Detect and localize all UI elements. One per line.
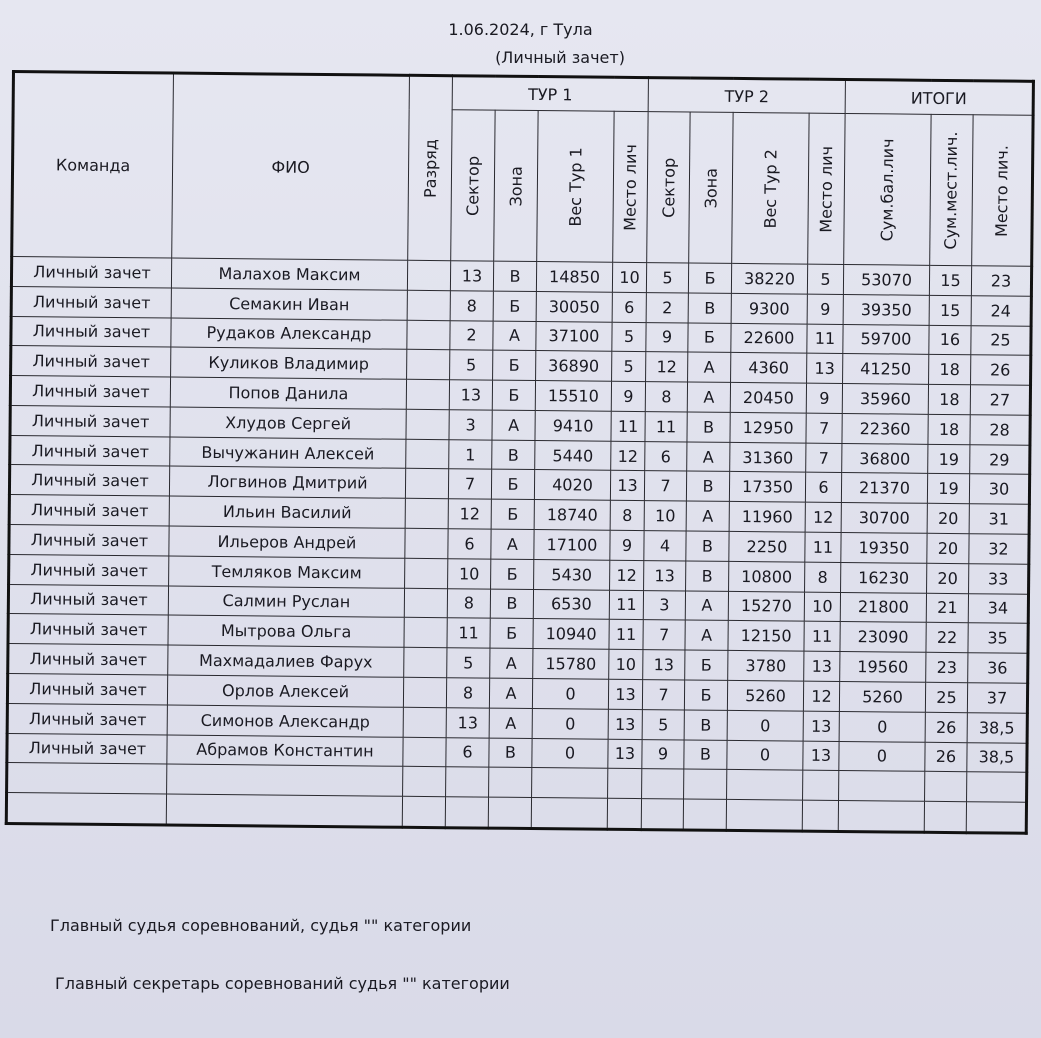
blank-cell [726, 799, 802, 831]
cell-sum-places: 23 [926, 652, 968, 682]
cell-t1-zone: А [493, 321, 536, 351]
cell-sum-points: 0 [839, 711, 925, 742]
cell-sum-points: 5260 [839, 681, 925, 712]
cell-t2-sector: 7 [644, 471, 686, 501]
cell-team: Личный зачет [9, 495, 169, 526]
cell-t1-zone: Б [493, 291, 536, 321]
cell-sum-points: 19350 [841, 533, 927, 564]
cell-t2-zone: Б [685, 650, 728, 680]
cell-t2-sector: 10 [644, 501, 686, 531]
cell-t2-place: 13 [803, 741, 839, 771]
cell-sum-points: 21800 [840, 592, 926, 623]
cell-final-place: 33 [969, 564, 1029, 594]
cell-final-place: 30 [969, 474, 1029, 504]
cell-sum-places: 15 [929, 295, 971, 325]
cell-t1-sector: 8 [446, 678, 489, 708]
cell-t2-zone: Б [684, 680, 727, 710]
cell-t1-weight: 0 [532, 708, 608, 739]
results-table [5, 70, 1035, 835]
col-t1-sector-header: Сектор [451, 110, 495, 261]
col-t1-zone-header: Зона [494, 110, 538, 261]
cell-t2-zone: В [684, 739, 727, 769]
cell-t1-sector: 11 [447, 618, 490, 648]
cell-rank [406, 439, 449, 469]
cell-t2-weight: 0 [727, 710, 803, 741]
cell-team: Личный зачет [7, 733, 167, 764]
cell-t1-zone: Б [491, 470, 534, 500]
cell-t1-weight: 0 [532, 678, 608, 709]
cell-final-place: 23 [971, 266, 1031, 296]
cell-t2-place: 13 [803, 711, 839, 741]
cell-t1-place: 11 [609, 620, 643, 650]
cell-team: Личный зачет [11, 257, 171, 288]
blank-cell [925, 772, 967, 802]
cell-t2-zone: Б [688, 263, 731, 293]
cell-t1-sector: 10 [448, 559, 491, 589]
cell-final-place: 29 [970, 444, 1030, 474]
cell-t2-sector: 7 [643, 620, 685, 650]
cell-rank [405, 558, 448, 588]
cell-rank [406, 379, 449, 409]
cell-t1-zone: В [493, 261, 536, 291]
cell-t2-zone: Б [688, 323, 731, 353]
cell-team: Личный зачет [11, 346, 171, 377]
cell-t2-weight: 0 [727, 740, 803, 771]
cell-t2-sector: 11 [645, 412, 687, 442]
cell-sum-points: 16230 [841, 562, 927, 593]
cell-sum-points: 30700 [841, 503, 927, 534]
blank-cell [683, 799, 726, 830]
cell-t1-weight: 18740 [534, 500, 610, 531]
col-sum-points-header: Сум.бал.лич [844, 113, 931, 265]
cell-t2-sector: 7 [642, 680, 684, 710]
cell-t2-weight: 22600 [731, 323, 807, 354]
cell-t2-zone: А [688, 352, 731, 382]
cell-t1-place: 13 [610, 471, 644, 501]
cell-t1-zone: Б [492, 380, 535, 410]
cell-t2-place: 13 [807, 353, 843, 383]
cell-t2-sector: 3 [643, 590, 685, 620]
cell-sum-points: 23090 [840, 622, 926, 653]
cell-t2-weight: 12950 [730, 412, 806, 443]
cell-sum-places: 20 [927, 504, 969, 534]
blank-cell [966, 802, 1026, 834]
cell-t1-sector: 8 [447, 588, 490, 618]
cell-t1-sector: 12 [448, 499, 491, 529]
cell-t1-weight: 17100 [534, 530, 610, 561]
cell-t1-sector: 13 [450, 261, 493, 291]
col-t1-weight-header: Вес Тур 1 [537, 111, 614, 263]
cell-t2-weight: 4360 [731, 353, 807, 384]
cell-rank [407, 320, 450, 350]
cell-t2-place: 5 [807, 264, 843, 294]
cell-rank [403, 737, 446, 767]
cell-rank [405, 528, 448, 558]
blank-cell [489, 767, 532, 797]
cell-t2-place: 9 [807, 294, 843, 324]
cell-final-place: 38,5 [967, 712, 1027, 742]
cell-t2-zone: А [685, 591, 728, 621]
blank-cell [166, 794, 402, 827]
cell-sum-places: 19 [928, 444, 970, 474]
cell-t1-sector: 5 [447, 648, 490, 678]
cell-t2-sector: 9 [646, 322, 688, 352]
cell-t1-weight: 5440 [535, 440, 611, 471]
cell-sum-places: 22 [926, 623, 968, 653]
cell-t1-place: 5 [612, 352, 646, 382]
col-t2-zone-header: Зона [689, 112, 733, 263]
blank-cell [608, 769, 642, 799]
blank-cell [446, 767, 489, 797]
blank-cell [967, 772, 1027, 802]
col-fio-header: ФИО [172, 73, 410, 260]
blank-cell [803, 770, 839, 800]
cell-t1-zone: А [489, 708, 532, 738]
cell-t2-place: 7 [806, 413, 842, 443]
cell-t1-place: 13 [608, 679, 642, 709]
cell-t2-weight: 17350 [729, 472, 805, 503]
cell-t2-weight: 15270 [728, 591, 804, 622]
cell-sum-places: 25 [925, 682, 967, 712]
cell-rank [404, 588, 447, 618]
cell-t1-sector: 7 [448, 469, 491, 499]
cell-t1-place: 12 [611, 441, 645, 471]
totals-group-header: ИТОГИ [845, 80, 1033, 116]
cell-sum-places: 26 [925, 712, 967, 742]
cell-t1-zone: А [491, 529, 534, 559]
cell-sum-places: 15 [929, 265, 971, 295]
cell-t1-weight: 30050 [536, 291, 612, 322]
cell-t2-sector: 13 [643, 650, 685, 680]
cell-t1-sector: 2 [450, 320, 493, 350]
cell-team: Личный зачет [8, 614, 168, 645]
cell-t2-zone: В [686, 561, 729, 591]
blank-cell [488, 797, 531, 828]
cell-sum-points: 21370 [841, 473, 927, 504]
cell-fio: Абрамов Константин [167, 735, 403, 767]
blank-cell [924, 801, 966, 832]
results-body [6, 257, 1031, 834]
cell-team: Личный зачет [10, 435, 170, 466]
cell-t2-place: 10 [804, 592, 840, 622]
cell-team: Личный зачет [8, 584, 168, 615]
cell-t1-weight: 9410 [535, 410, 611, 441]
cell-fio: Симонов Александр [167, 705, 403, 737]
cell-fio: Махмадалиев Фарух [168, 645, 404, 677]
cell-sum-places: 20 [927, 563, 969, 593]
cell-fio: Орлов Алексей [167, 675, 403, 707]
cell-rank [407, 260, 450, 290]
cell-team: Личный зачет [10, 376, 170, 407]
blank-cell [532, 768, 608, 799]
cell-t1-zone: В [489, 738, 532, 768]
cell-rank [404, 647, 447, 677]
chief-judge-line: Главный судья соревнований, судья "" категории [50, 916, 472, 935]
cell-sum-points: 41250 [843, 354, 929, 385]
cell-t1-place: 10 [612, 262, 646, 292]
cell-t1-zone: В [492, 440, 535, 470]
cell-t1-zone: Б [491, 559, 534, 589]
cell-t2-zone: В [686, 471, 729, 501]
cell-sum-points: 53070 [843, 264, 929, 295]
cell-sum-places: 19 [927, 474, 969, 504]
cell-t1-weight: 6530 [533, 589, 609, 620]
cell-final-place: 36 [968, 653, 1028, 683]
cell-fio: Хлудов Сергей [170, 407, 406, 439]
cell-sum-points: 35960 [842, 384, 928, 415]
cell-t2-zone: В [688, 293, 731, 323]
cell-team: Личный зачет [11, 316, 171, 347]
cell-t1-weight: 4020 [534, 470, 610, 501]
cell-t2-place: 11 [804, 622, 840, 652]
cell-t2-weight: 9300 [731, 293, 807, 324]
cell-sum-places: 21 [926, 593, 968, 623]
cell-fio: Салмин Руслан [168, 586, 404, 618]
cell-fio: Рудаков Александр [171, 318, 407, 350]
cell-t2-sector: 9 [642, 739, 684, 769]
blank-cell [403, 767, 446, 797]
cell-final-place: 25 [971, 325, 1031, 355]
cell-t2-zone: А [685, 620, 728, 650]
cell-t2-sector: 4 [644, 531, 686, 561]
cell-t1-weight: 10940 [533, 619, 609, 650]
cell-t1-sector: 3 [449, 410, 492, 440]
cell-t1-place: 13 [608, 739, 642, 769]
cell-fio: Мытрова Ольга [168, 615, 404, 647]
cell-t2-weight: 12150 [728, 621, 804, 652]
cell-t2-sector: 2 [646, 292, 688, 322]
blank-cell [684, 769, 727, 799]
cell-t2-weight: 31360 [730, 442, 806, 473]
cell-t2-place: 7 [806, 443, 842, 473]
cell-rank [403, 707, 446, 737]
cell-t1-zone: Б [490, 618, 533, 648]
col-t2-weight-header: Вес Тур 2 [732, 112, 809, 264]
col-t2-sector-header: Сектор [647, 112, 690, 263]
col-final-place-header: Место лич. [972, 115, 1033, 267]
cell-t2-sector: 5 [642, 709, 684, 739]
cell-t1-weight: 36890 [536, 351, 612, 382]
cell-sum-points: 22360 [842, 413, 928, 444]
cell-rank [405, 499, 448, 529]
cell-team: Личный зачет [11, 286, 171, 317]
cell-sum-places: 18 [928, 384, 970, 414]
cell-t2-place: 9 [806, 383, 842, 413]
cell-t2-place: 6 [805, 473, 841, 503]
cell-t2-place: 12 [805, 502, 841, 532]
cell-t1-zone: Б [493, 350, 536, 380]
cell-final-place: 31 [969, 504, 1029, 534]
cell-final-place: 26 [971, 355, 1031, 385]
cell-t1-place: 9 [610, 530, 644, 560]
cell-final-place: 24 [971, 296, 1031, 326]
cell-t2-place: 13 [804, 651, 840, 681]
cell-t1-weight: 0 [532, 738, 608, 769]
cell-fio: Ильеров Андрей [169, 526, 405, 558]
cell-team: Личный зачет [8, 644, 168, 675]
cell-t1-place: 8 [610, 501, 644, 531]
cell-t1-zone: А [489, 678, 532, 708]
chief-secretary-line: Главный секретарь соревнований судья "" категории [55, 974, 510, 993]
tour2-group-header: ТУР 2 [648, 78, 845, 114]
blank-cell [445, 797, 488, 828]
cell-sum-points: 59700 [843, 324, 929, 355]
cell-t1-place: 13 [608, 709, 642, 739]
cell-final-place: 34 [968, 593, 1028, 623]
cell-t1-place: 11 [609, 590, 643, 620]
cell-t2-sector: 12 [646, 352, 688, 382]
cell-team: Личный зачет [9, 554, 169, 585]
cell-sum-points: 39350 [843, 294, 929, 325]
cell-t2-place: 8 [805, 562, 841, 592]
cell-final-place: 37 [967, 683, 1027, 713]
cell-t1-sector: 6 [446, 737, 489, 767]
cell-t2-sector: 8 [645, 382, 687, 412]
cell-t2-weight: 5260 [727, 680, 803, 711]
cell-sum-points: 0 [839, 741, 925, 772]
cell-t2-place: 11 [805, 532, 841, 562]
cell-team: Личный зачет [9, 465, 169, 496]
cell-t1-place: 12 [610, 560, 644, 590]
cell-sum-places: 18 [928, 414, 970, 444]
cell-t2-zone: А [687, 382, 730, 412]
cell-t2-weight: 20450 [730, 383, 806, 414]
cell-t2-weight: 11960 [729, 502, 805, 533]
cell-t1-place: 10 [609, 649, 643, 679]
cell-fio: Вычужанин Алексей [170, 437, 406, 469]
cell-sum-points: 19560 [840, 652, 926, 683]
cell-t1-zone: А [492, 410, 535, 440]
blank-cell [531, 798, 607, 830]
cell-t1-weight: 15510 [535, 381, 611, 412]
blank-cell [641, 799, 683, 830]
cell-t2-zone: В [684, 710, 727, 740]
cell-t1-sector: 6 [448, 529, 491, 559]
blank-cell [7, 763, 167, 794]
cell-t1-weight: 5430 [534, 559, 610, 590]
cell-t1-weight: 37100 [536, 321, 612, 352]
header-subtitle: (Личный зачет) [495, 48, 625, 67]
cell-t1-place: 9 [611, 381, 645, 411]
cell-rank [404, 618, 447, 648]
cell-fio: Попов Данила [170, 377, 406, 409]
blank-cell [839, 771, 925, 802]
cell-t1-sector: 5 [450, 350, 493, 380]
cell-final-place: 28 [970, 415, 1030, 445]
col-t1-place-header: Место лич [613, 111, 648, 262]
header-date-place: 1.06.2024, г Тула [448, 20, 593, 39]
cell-fio: Ильин Василий [169, 496, 405, 528]
col-team-header: Команда [12, 72, 174, 259]
cell-t2-weight: 2250 [729, 531, 805, 562]
col-sum-places-header: Сум.мест.лич. [930, 114, 973, 265]
cell-t1-zone: Б [491, 499, 534, 529]
cell-t1-place: 5 [612, 322, 646, 352]
blank-cell [6, 793, 166, 825]
cell-final-place: 27 [970, 385, 1030, 415]
cell-fio: Семакин Иван [171, 288, 407, 320]
cell-t2-zone: А [687, 442, 730, 472]
cell-t2-weight: 3780 [728, 651, 804, 682]
cell-team: Личный зачет [9, 525, 169, 556]
cell-final-place: 32 [969, 534, 1029, 564]
cell-sum-places: 16 [929, 325, 971, 355]
cell-rank [407, 290, 450, 320]
cell-sum-points: 36800 [842, 443, 928, 474]
cell-rank [405, 469, 448, 499]
cell-t2-sector: 5 [646, 263, 688, 293]
blank-cell [607, 798, 641, 829]
cell-team: Личный зачет [7, 673, 167, 704]
cell-t1-zone: А [490, 648, 533, 678]
cell-final-place: 35 [968, 623, 1028, 653]
cell-team: Личный зачет [10, 405, 170, 436]
blank-cell [727, 770, 803, 801]
cell-t2-place: 11 [807, 324, 843, 354]
cell-sum-places: 18 [929, 355, 971, 385]
cell-t2-sector: 13 [644, 560, 686, 590]
cell-rank [407, 350, 450, 380]
cell-t1-zone: В [490, 589, 533, 619]
cell-rank [403, 677, 446, 707]
cell-t2-zone: А [686, 501, 729, 531]
cell-t1-sector: 13 [446, 707, 489, 737]
cell-sum-places: 20 [927, 533, 969, 563]
cell-t2-sector: 6 [645, 441, 687, 471]
cell-final-place: 38,5 [967, 742, 1027, 772]
blank-cell [642, 769, 684, 799]
cell-t1-sector: 13 [449, 380, 492, 410]
cell-t2-zone: В [687, 412, 730, 442]
cell-t1-sector: 8 [450, 290, 493, 320]
cell-t1-weight: 15780 [533, 649, 609, 680]
cell-sum-places: 26 [925, 742, 967, 772]
blank-cell [802, 800, 838, 831]
cell-fio: Куликов Владимир [171, 347, 407, 379]
cell-fio: Малахов Максим [171, 258, 407, 290]
cell-fio: Логвинов Дмитрий [169, 467, 405, 499]
cell-t2-zone: В [686, 531, 729, 561]
col-t2-place-header: Место лич [808, 113, 845, 264]
blank-cell [402, 796, 445, 827]
cell-t1-sector: 1 [449, 439, 492, 469]
blank-cell [838, 801, 924, 833]
blank-cell [167, 764, 403, 796]
cell-t1-place: 11 [611, 411, 645, 441]
cell-t1-place: 6 [612, 292, 646, 322]
cell-t2-place: 12 [803, 681, 839, 711]
cell-fio: Темляков Максим [169, 556, 405, 588]
cell-t2-weight: 38220 [731, 263, 807, 294]
cell-team: Личный зачет [7, 703, 167, 734]
cell-rank [406, 409, 449, 439]
cell-t1-weight: 14850 [536, 262, 612, 293]
col-rank-header: Разряд [408, 75, 453, 260]
cell-t2-weight: 10800 [729, 561, 805, 592]
tour1-group-header: ТУР 1 [452, 76, 648, 112]
